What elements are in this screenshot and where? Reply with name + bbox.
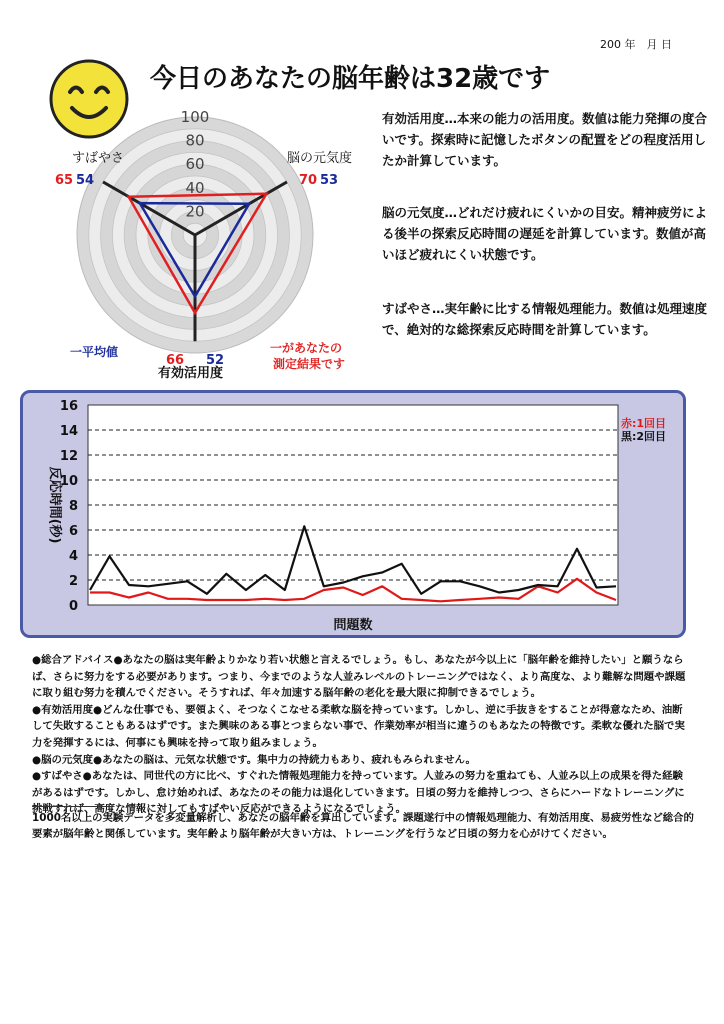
usage-value-mine: 66 — [166, 353, 185, 368]
y-tick-label: 8 — [68, 499, 78, 514]
explanation-speed: すばやさ…実年齢に比する情報処理能力。数値は処理速度で、絶対的な総探索反応時間を計算しています。 — [382, 301, 708, 337]
legend-mine-line1: 一があなたの — [270, 341, 343, 355]
y-tick-label: 12 — [59, 449, 78, 464]
page-title: 今日のあなたの脳年齢は32歳です — [150, 64, 551, 94]
usage-value-avg: 52 — [206, 353, 225, 368]
radar-tick-label: 60 — [185, 155, 205, 174]
advice-speed: ●すばやさ●あなたは、同世代の方に比べ、すぐれた情報処理能力を持っています。人並みの努力を重ねても、人並み以上の成果を得た経験があるはずです。しかし、怠け始めれば、あなたのその能力は退化していきます。日頃の努力を維持しつつ、さらにハードなトレーニングに挑戦すれば、高度な情報に対してもすばやい反応ができるようになるでしょう。 — [32, 770, 685, 816]
y-tick-label: 2 — [68, 574, 78, 589]
y-tick-label: 10 — [59, 474, 78, 489]
advice-usage: ●有効活用度●どんな仕事でも、要領よく、そつなくこなせる柔軟な脳を持っています。しかし、逆に手抜きをすることが得意なため、油断して失敗することもあるはずです。また興味のある事とつまらない事で、作業効率が相当に違うのもあなたの特徴です。柔軟な優れた脳で実力を発揮するには、何事にも興味を持って取り組みましょう。 — [32, 703, 685, 749]
date-label: 200 年 月 日 — [600, 38, 672, 51]
explanation-vigor: 脳の元気度…どれだけ疲れにくいかの目安。精神疲労による後半の探索反応時間の遅延を計算しています。数値が高いほど疲れにくい状態です。 — [382, 205, 708, 262]
y-axis-label: 反応時間(秒) — [47, 466, 62, 544]
legend-mine-line2: 測定結果です — [273, 357, 346, 371]
reaction-time-line-chart — [23, 393, 683, 635]
divider — [32, 806, 112, 807]
radar-tick-label: 40 — [185, 178, 205, 197]
radar-tick-label: 100 — [180, 108, 210, 126]
reaction-time-chart-panel — [20, 390, 686, 638]
advice-vigor: ●脳の元気度●あなたの脳は、元気な状態です。集中力の持続力もあり、疲れもみられません。 — [32, 753, 476, 766]
speed-value-mine: 65 — [55, 173, 74, 188]
axis-label-usage: 有効活用度 — [158, 366, 224, 381]
radar-chart — [55, 108, 380, 385]
axis-label-vigor: 脳の元気度 — [287, 151, 353, 166]
y-tick-label: 4 — [68, 549, 78, 564]
advice-overall: ●総合アドバイス●あなたの脳は実年齢よりかなり若い状態と言えるでしょう。もし、あなたが今以上に「脳年齢を維持したい」と願うならば、さらに努力をする必要があります。つまり、今までのような人並みレベルのトレーニングではなく、より高度な、より難解な問題や課題に取り組む努力を積んでください。そうすれば、年々加速する脳年齢の老化を最大限に抑制できるでしょう。 — [32, 654, 686, 700]
radar-tick-label: 80 — [185, 131, 205, 150]
x-axis-label: 問題数 — [333, 618, 373, 633]
y-tick-label: 16 — [59, 399, 78, 414]
legend-first-attempt: 赤:1回目 — [621, 417, 667, 430]
explanation-usage: 有効活用度…本来の能力の活用度。数値は能力発揮の度合いです。探索時に記憶したボタンの配置をどの程度活用したか計算しています。 — [382, 111, 708, 168]
y-tick-label: 14 — [59, 424, 78, 439]
y-tick-label: 6 — [68, 524, 78, 539]
footnote: 1000名以上の実験データを多変量解析し、あなたの脳年齢を算出しています。課題遂行中の情報処理能力、有効活用度、易疲労性など総合的要素が脳年齢と関係しています。実年齢より脳年齢が大きい方は、トレーニングを行うなど日頃の努力を心がけてください。 — [32, 812, 694, 840]
radar-tick-label: 20 — [185, 202, 205, 221]
axis-label-speed: すばやさ — [72, 151, 125, 166]
vigor-value-avg: 53 — [320, 173, 339, 188]
legend-second-attempt: 黒:2回目 — [621, 430, 667, 443]
advice-section — [32, 652, 692, 818]
vigor-value-mine: 70 — [299, 173, 318, 188]
legend-average: 一平均値 — [70, 345, 119, 359]
speed-value-avg: 54 — [76, 173, 95, 188]
y-tick-label: 0 — [68, 599, 78, 614]
